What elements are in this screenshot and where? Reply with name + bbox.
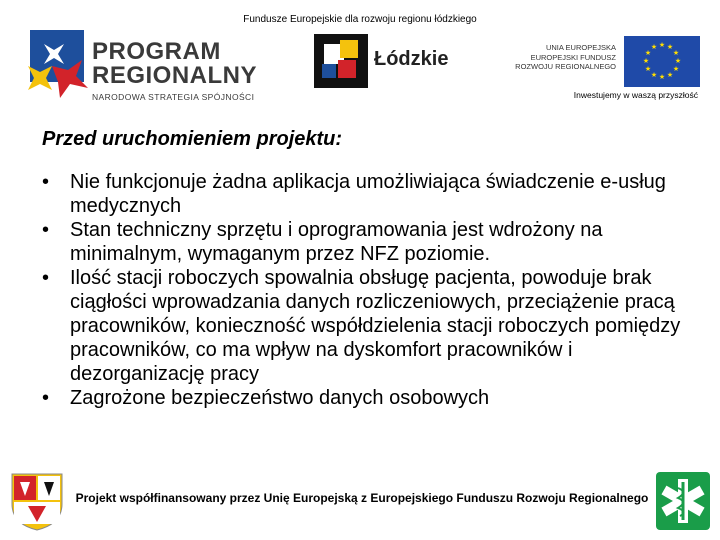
strategy-line: NARODOWA STRATEGIA SPÓJNOŚCI bbox=[92, 92, 255, 102]
bullet-list bbox=[42, 170, 692, 410]
bullet-dot-icon: • bbox=[42, 171, 50, 193]
bullet-text: Nie funkcjonuje żadna aplikacja umożliwiająca świadczenie e-usług medycznych bbox=[70, 171, 666, 217]
program-regionalny-star-icon bbox=[24, 22, 94, 102]
bullet-item bbox=[42, 218, 692, 266]
svg-text:★: ★ bbox=[666, 71, 674, 79]
bullet-text: Zagrożone bezpieczeństwo danych osobowych bbox=[70, 387, 490, 409]
lodzkie-name: Łódzkie bbox=[374, 48, 449, 70]
slide-header bbox=[0, 0, 720, 122]
svg-text:★: ★ bbox=[666, 43, 674, 51]
eu-line-2: EUROPEJSKI FUNDUSZ bbox=[530, 52, 616, 62]
lodzkie-emblem-icon bbox=[314, 34, 368, 88]
program-line: PROGRAM bbox=[92, 38, 221, 65]
bullet-item bbox=[42, 266, 692, 386]
bullet-text: Ilość stacji roboczych spowalnia obsługę pacjenta, powoduje brak ciągłości wprowadzania danych rozliczeniowych, przeciążenie pracą pracowników, konieczność współdzielenia stacji roboczych pomiędzy pracowników, co ma wpływ na dyskomfort pracowników i dezorganizację pracy bbox=[70, 267, 681, 385]
bullet-dot-icon: • bbox=[42, 387, 50, 409]
eu-flag-icon bbox=[624, 36, 700, 87]
eu-line-1: UNIA EUROPEJSKA bbox=[545, 43, 616, 52]
eu-line-3: ROZWOJU REGIONALNEGO bbox=[515, 62, 616, 71]
regionalny-line: REGIONALNY bbox=[92, 62, 258, 89]
program-regionalny-logo bbox=[24, 22, 274, 102]
slide-title: Przed uruchomieniem projektu: bbox=[42, 128, 343, 150]
svg-text:★: ★ bbox=[658, 73, 666, 81]
tagline: Inwestujemy w waszą przyszłość bbox=[573, 90, 698, 100]
svg-text:★: ★ bbox=[672, 65, 680, 73]
bullet-dot-icon: • bbox=[42, 267, 50, 289]
footer-cofinancing-text: Projekt współfinansowany przez Unię Europejską z Europejskiego Funduszu Rozwoju Regionalnego bbox=[75, 491, 649, 505]
bullet-item bbox=[42, 386, 692, 410]
star-of-life-icon bbox=[654, 470, 712, 532]
bullet-dot-icon: • bbox=[42, 219, 50, 241]
svg-text:★: ★ bbox=[644, 49, 652, 57]
svg-text:★: ★ bbox=[674, 57, 682, 65]
svg-text:★: ★ bbox=[650, 43, 658, 51]
svg-text:★: ★ bbox=[672, 49, 680, 57]
svg-text:★: ★ bbox=[658, 41, 666, 49]
coat-of-arms-icon bbox=[8, 470, 66, 532]
slide-content bbox=[0, 122, 720, 540]
header-top-line: Fundusze Europejskie dla rozwoju regionu łódzkiego bbox=[243, 14, 477, 25]
bullet-text: Stan techniczny sprzętu i oprogramowania jest wdrożony na minimalnym, wymaganym przez NFZ poziomie. bbox=[70, 219, 603, 265]
svg-text:★: ★ bbox=[650, 71, 658, 79]
program-regionalny-text bbox=[92, 40, 257, 102]
svg-text:★: ★ bbox=[644, 65, 652, 73]
eu-logo-text bbox=[496, 43, 616, 72]
bullet-item bbox=[42, 170, 692, 218]
svg-text:★: ★ bbox=[642, 57, 650, 65]
